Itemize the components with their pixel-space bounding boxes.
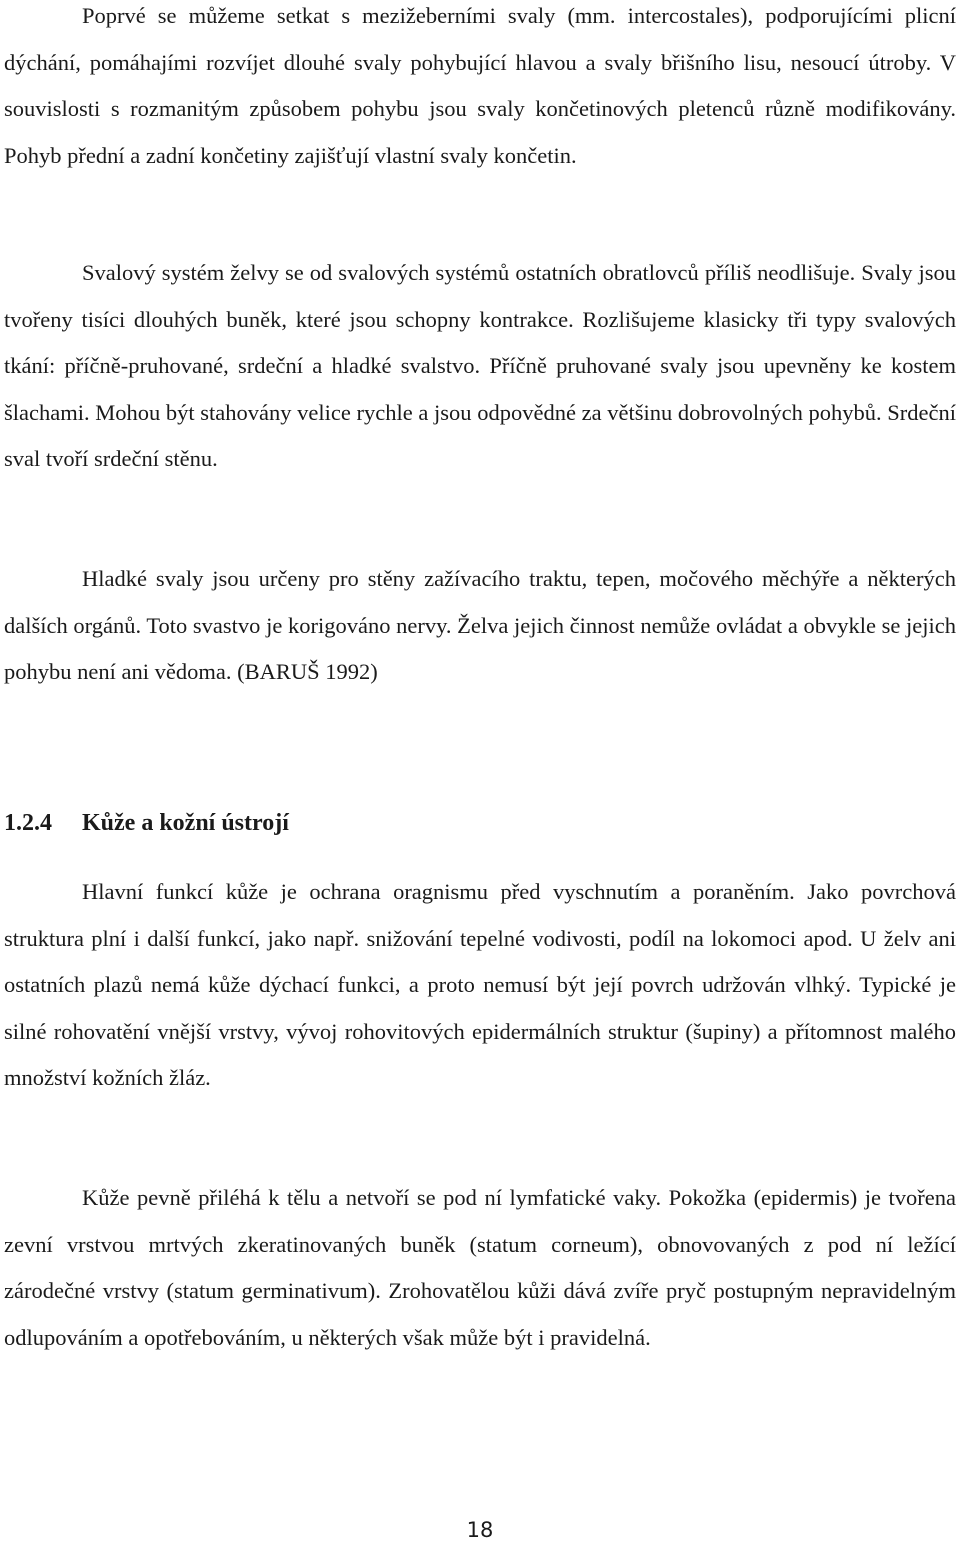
paragraph-1: Poprvé se můžeme setkat s mezižeberními svaly (mm. intercostales), podporujícími plicní dýchání, pomáhajími rozvíjet dlouhé svaly pohybující hlavou a svaly břišního lisu, nesoucí útroby. V souvislosti s rozmanitým způsobem pohybu jsou svaly končetinových pletenců různě modifikovány. Pohyb přední a zadní končetiny zajišťují vlastní svaly končetin. bbox=[4, 3, 956, 168]
section-heading bbox=[4, 800, 289, 846]
section-number: 1.2.4 bbox=[4, 810, 52, 836]
paragraph-2: Svalový systém želvy se od svalových systémů ostatních obratlovců příliš neodlišuje. Svaly jsou tvořeny tisíci dlouhých buněk, které jsou schopny kontrakce. Rozlišujeme klasicky tři typy svalových tkání: příčně-pruhované, srdeční a hladké svalstvo. Příčně pruhované svaly jsou upevněny ke kostem šlachami. Mohou být stahovány velice rychle a jsou odpovědné za většinu dobrovolných pohybů. Srdeční sval tvoří srdeční stěnu. bbox=[4, 260, 956, 471]
paragraph-3: Hladké svaly jsou určeny pro stěny zažívacího traktu, tepen, močového měchýře a některých dalších orgánů. Toto svastvo je korigováno nervy. Želva jejich činnost nemůže ovládat a obvykle se jejich pohybu není ani vědoma. (BARUŠ 1992) bbox=[4, 566, 956, 684]
section-title: Kůže a kožní ústrojí bbox=[82, 810, 289, 836]
section-paragraph-1: Hlavní funkcí kůže je ochrana oragnismu před vyschnutím a poraněním. Jako povrchová struktura plní i další funkcí, jako např. snižování tepelné vodivosti, podíl na lokomoci apod. U želv ani ostatních plazů nemá kůže dýchací funkci, a proto nemusí být její povrch udržován vlhký. Typické je silné rohovatění vnější vrstvy, vývoj rohovitových epidermálních struktur (šupiny) a přítomnost malého množství kožních žláz. bbox=[4, 879, 956, 1090]
section-paragraph-2: Kůže pevně přiléhá k tělu a netvoří se pod ní lymfatické vaky. Pokožka (epidermis) je tvořena zevní vrstvou mrtvých zkeratinovaných buněk (statum corneum), obnovovaných z pod ní ležící zárodečné vrstvy (statum germinativum). Zrohovatělou kůži dává zvíře pryč postupným nepravidelným odlupováním a opotřebováním, u některých však může být i pravidelná. bbox=[4, 1185, 956, 1350]
page-number: 18 bbox=[466, 1518, 494, 1542]
